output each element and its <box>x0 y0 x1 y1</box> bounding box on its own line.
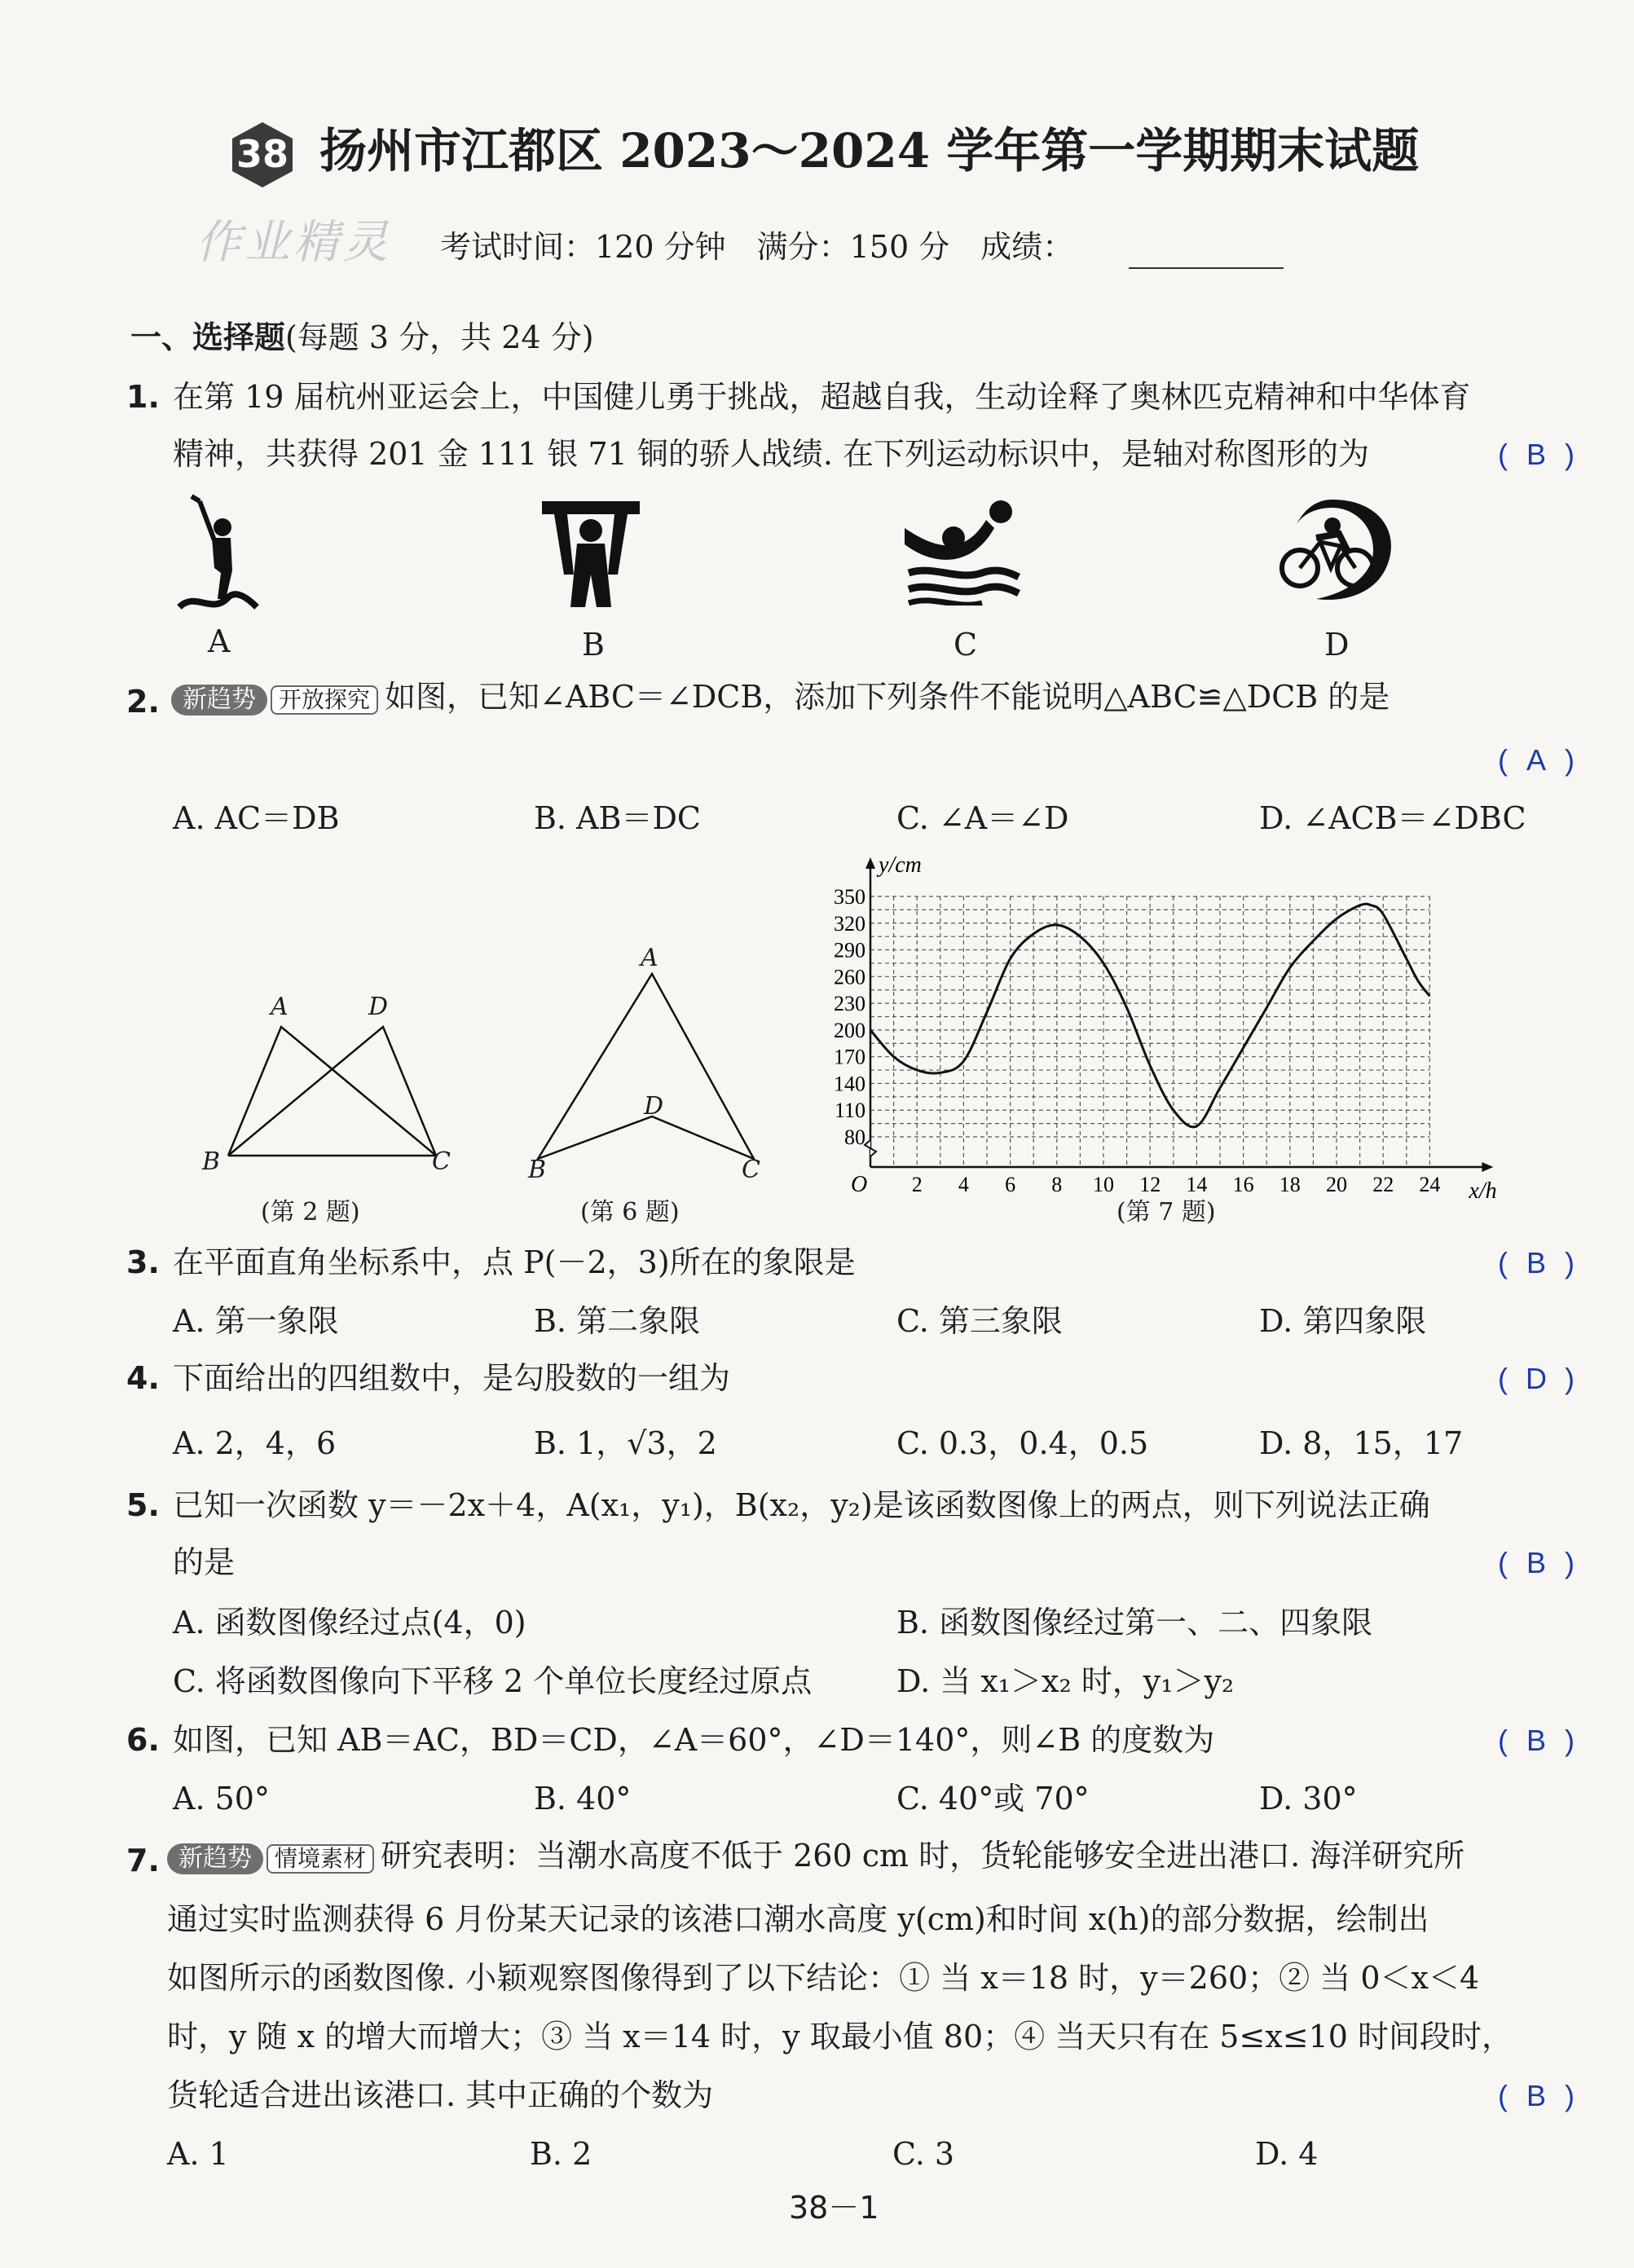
x-tick-label: 4 <box>958 1173 969 1196</box>
q1-label-d: D <box>1324 627 1350 663</box>
x-tick-label: 12 <box>1139 1173 1161 1196</box>
cycling-icon <box>1267 493 1398 607</box>
section-title <box>130 319 594 355</box>
fig6-label-c: C <box>742 1156 760 1184</box>
q2-answer: ( A ) <box>1498 743 1575 777</box>
x-tick-label: 18 <box>1279 1173 1301 1196</box>
q4-option-b: B. 1，√3，2 <box>534 1425 717 1461</box>
y-axis-arrow <box>865 857 875 869</box>
q6-answer-letter: B <box>1526 1724 1546 1757</box>
y-tick-label: 350 <box>834 885 865 909</box>
q1-line2: 精神，共获得 201 金 111 银 71 铜的骄人战绩. 在下列运动标识中，是轴对称图形的为 <box>173 436 1370 472</box>
q3-option-a: A. 第一象限 <box>173 1303 339 1339</box>
weightlifting-icon <box>538 493 644 611</box>
q7-line1 <box>167 1840 1464 1874</box>
fig2-label-d: D <box>368 993 389 1021</box>
x-tick-label: 24 <box>1419 1173 1441 1196</box>
exam-info: 考试时间：120 分钟 满分：150 分 成绩： <box>440 229 1074 265</box>
q6-number: 6. <box>126 1722 160 1758</box>
y-tick-label: 320 <box>834 911 865 936</box>
q1-answer-letter: B <box>1526 438 1546 471</box>
q5-line1: 已知一次函数 y＝－2x＋4，A(x₁，y₁)，B(x₂，y₂)是该函数图像上的两点，则下列说法正确 <box>173 1487 1430 1523</box>
x-tick-label: 22 <box>1372 1173 1394 1196</box>
q2-option-c: C. ∠A＝∠D <box>896 800 1069 836</box>
y-tick-label: 290 <box>834 938 865 962</box>
y-tick-label: 200 <box>834 1018 865 1042</box>
golf-icon <box>167 493 265 615</box>
x-axis-arrow <box>1482 1162 1493 1172</box>
q4-option-a: A. 2，4，6 <box>173 1425 337 1461</box>
q2-tag: 新趋势 <box>171 685 267 716</box>
q1-answer: ( B ) <box>1498 438 1575 471</box>
q5-option-d: D. 当 x₁＞x₂ 时，y₁＞y₂ <box>896 1663 1235 1699</box>
q6-text: 如图，已知 AB＝AC，BD＝CD，∠A＝60°，∠D＝140°，则∠B 的度数为 <box>173 1722 1215 1758</box>
q7-line1-text: 研究表明：当潮水高度不低于 260 cm 时，货轮能够安全进出港口. 海洋研究所 <box>381 1838 1465 1874</box>
q7-answer-letter: B <box>1526 2079 1546 2112</box>
x-tick-label: 16 <box>1232 1173 1254 1196</box>
fig2-label-c: C <box>432 1147 451 1176</box>
q1-line1: 在第 19 届杭州亚运会上，中国健儿勇于挑战，超越自我，生动诠释了奥林匹克精神和中华体育 <box>173 379 1471 415</box>
q7-option-d: D. 4 <box>1255 2136 1319 2172</box>
q7-line3: 如图所示的函数图像. 小颖观察图像得到了以下结论：① 当 x＝18 时，y＝260；② 当 0＜x＜4 <box>167 1960 1480 1996</box>
q6-option-a: A. 50° <box>173 1781 270 1817</box>
q6-option-c: C. 40°或 70° <box>896 1781 1090 1817</box>
q5-line2: 的是 <box>173 1544 236 1580</box>
y-tick-label: 230 <box>834 992 865 1016</box>
fig6-label-a: A <box>641 944 658 972</box>
q7-option-b: B. 2 <box>530 2136 592 2172</box>
q6-answer: ( B ) <box>1498 1724 1575 1757</box>
q5-option-c: C. 将函数图像向下平移 2 个单位长度经过原点 <box>173 1663 813 1699</box>
x-axis-label: x/h <box>1469 1178 1497 1204</box>
section-title-text: 一、选择题 <box>130 319 286 355</box>
fig7-caption: (第 7 题) <box>1116 1198 1216 1226</box>
q5-answer-letter: B <box>1526 1546 1546 1579</box>
q4-text: 下面给出的四组数中，是勾股数的一组为 <box>173 1360 731 1396</box>
x-tick-label: 8 <box>1051 1173 1063 1196</box>
figure-q7-chart <box>815 848 1532 1206</box>
q4-option-c: C. 0.3，0.4，0.5 <box>896 1425 1149 1461</box>
y-tick-label: 140 <box>834 1072 865 1096</box>
fig6-label-b: B <box>528 1156 547 1184</box>
q7-option-a: A. 1 <box>167 2136 229 2172</box>
fig6-label-d: D <box>644 1092 664 1121</box>
q6-option-d: D. 30° <box>1259 1781 1358 1817</box>
axis-break <box>865 1140 876 1156</box>
page-number: 38－1 <box>789 2190 879 2226</box>
q1-label-a: A <box>208 623 231 659</box>
q7-answer: ( B ) <box>1498 2079 1575 2112</box>
x-tick-label: 2 <box>911 1173 923 1196</box>
q5-answer: ( B ) <box>1498 1546 1575 1579</box>
fig2-caption: (第 2 题) <box>261 1198 360 1226</box>
q2-line <box>171 681 1390 716</box>
q7-number: 7. <box>126 1843 160 1878</box>
y-axis-label: y/cm <box>879 852 922 878</box>
q1-label-b: B <box>582 627 605 663</box>
x-tick-label: 14 <box>1186 1173 1208 1196</box>
q2-number: 2. <box>126 684 160 720</box>
x-tick-label: 6 <box>1005 1173 1016 1196</box>
q7-tag2: 情境素材 <box>266 1844 374 1874</box>
y-tick-label: 170 <box>834 1045 865 1069</box>
q3-option-d: D. 第四象限 <box>1259 1303 1427 1339</box>
q7-line5: 货轮适合进出该港口. 其中正确的个数为 <box>167 2077 714 2113</box>
q7-option-c: C. 3 <box>892 2136 955 2172</box>
q3-option-c: C. 第三象限 <box>896 1303 1063 1339</box>
q3-number: 3. <box>126 1244 160 1280</box>
q1-label-c: C <box>954 627 978 663</box>
q6-option-b: B. 40° <box>534 1781 632 1817</box>
q2-text: 如图，已知∠ABC＝∠DCB，添加下列条件不能说明△ABC≌△DCB 的是 <box>385 679 1390 715</box>
q2-option-d: D. ∠ACB＝∠DBC <box>1259 800 1526 836</box>
figure-q2 <box>187 970 465 1182</box>
q5-number: 5. <box>126 1487 160 1523</box>
title-number: 38 <box>236 132 288 176</box>
q4-answer-letter: D <box>1526 1362 1547 1395</box>
q1-number: 1. <box>126 379 160 415</box>
q2-answer-letter: A <box>1526 743 1546 777</box>
q3-answer: ( B ) <box>1498 1246 1575 1279</box>
section-note: (每题 3 分，共 24 分) <box>285 319 594 355</box>
y-tick-label: 110 <box>834 1099 865 1123</box>
q3-text: 在平面直角坐标系中，点 P(－2，3)所在的象限是 <box>173 1244 856 1280</box>
q4-option-d: D. 8，15，17 <box>1259 1425 1464 1461</box>
tide-chart-svg <box>815 848 1532 1206</box>
q4-answer: ( D ) <box>1498 1362 1575 1395</box>
q7-tag: 新趋势 <box>167 1843 263 1874</box>
water-polo-icon <box>896 495 1027 606</box>
q3-option-b: B. 第二象限 <box>534 1303 701 1339</box>
page-title: 扬州市江都区 2023～2024 学年第一学期期末试题 <box>319 123 1420 178</box>
title-number-badge <box>228 121 297 189</box>
fig2-label-b: B <box>202 1147 221 1176</box>
origin-label: O <box>851 1172 868 1197</box>
fig6-caption: (第 6 题) <box>580 1198 680 1226</box>
q7-line2: 通过实时监测获得 6 月份某天记录的该港口潮水高度 y(cm)和时间 x(h)的部分数据，绘制出 <box>167 1901 1429 1937</box>
fig2-label-a: A <box>271 993 288 1021</box>
y-tick-label: 260 <box>834 965 865 989</box>
q5-option-b: B. 函数图像经过第一、二、四象限 <box>896 1605 1373 1640</box>
score-blank[interactable] <box>1129 267 1284 269</box>
q2-option-a: A. AC＝DB <box>173 800 340 836</box>
q4-number: 4. <box>126 1360 160 1396</box>
figure-q6 <box>505 937 774 1182</box>
y-tick-label: 80 <box>844 1125 865 1149</box>
q5-option-a: A. 函数图像经过点(4，0) <box>173 1605 526 1640</box>
q3-answer-letter: B <box>1526 1246 1546 1279</box>
watermark: 作业精灵 <box>196 216 391 269</box>
q7-line4: 时，y 随 x 的增大而增大；③ 当 x＝14 时，y 取最小值 80；④ 当天只有在 5≤x≤10 时间段时， <box>167 2019 1513 2054</box>
q2-tag2: 开放探究 <box>271 685 378 715</box>
x-tick-label: 20 <box>1326 1173 1347 1196</box>
x-tick-label: 10 <box>1093 1173 1114 1196</box>
q2-option-b: B. AB＝DC <box>534 800 701 836</box>
